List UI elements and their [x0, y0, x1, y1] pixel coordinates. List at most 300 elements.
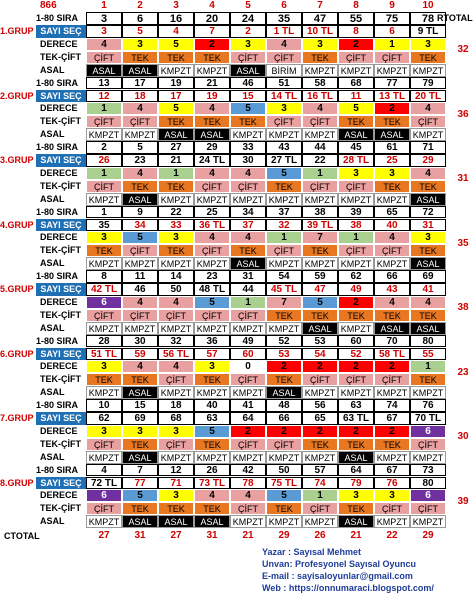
- sayi-cell[interactable]: 36 TL: [194, 219, 230, 232]
- sayi-cell[interactable]: 79: [338, 477, 374, 490]
- derece-cell: 5: [122, 489, 158, 502]
- tekcift-cell: TEK: [410, 309, 446, 322]
- sira-cell: 60: [338, 335, 374, 348]
- sayi-cell[interactable]: 34: [122, 219, 158, 232]
- asal-cell: KMPZT: [266, 515, 302, 528]
- derece-cell: 2: [338, 38, 374, 51]
- sayi-cell[interactable]: 43: [374, 283, 410, 296]
- derece-cell: 7: [266, 296, 302, 309]
- derece-cell: 2: [374, 360, 410, 373]
- sayi-cell[interactable]: 69: [122, 412, 158, 425]
- sayi-cell[interactable]: 78: [230, 477, 266, 490]
- derece-cell: 5: [158, 38, 194, 51]
- sira-cell: 41: [230, 399, 266, 412]
- sayi-cell[interactable]: 65: [302, 412, 338, 425]
- derece-label: DERECE: [40, 232, 78, 243]
- sayi-cell[interactable]: 58 TL: [374, 348, 410, 361]
- sayi-cell[interactable]: 54: [302, 348, 338, 361]
- sira-cell: 46: [230, 77, 266, 90]
- sayi-cell[interactable]: 40: [374, 219, 410, 232]
- tekcift-cell: TEK: [194, 51, 230, 64]
- sayi-cell[interactable]: 44: [230, 283, 266, 296]
- sayi-cell[interactable]: 33: [158, 219, 194, 232]
- derece-cell: 4: [230, 489, 266, 502]
- sayi-cell[interactable]: 60: [230, 348, 266, 361]
- tekcift-cell: ÇİFT: [266, 115, 302, 128]
- derece-cell: 4: [230, 231, 266, 244]
- derece-cell: 5: [230, 102, 266, 115]
- tekcift-cell: ÇİFT: [302, 180, 338, 193]
- sira-cell: 8: [86, 270, 122, 283]
- corner-value: 866: [40, 0, 57, 11]
- derece-cell: 3: [410, 38, 446, 51]
- sira-row-label: 1-80 SIRA: [36, 271, 79, 282]
- rtotal-value: 38: [457, 302, 469, 314]
- sira-cell: 12: [158, 464, 194, 477]
- sayi-cell[interactable]: 32: [266, 219, 302, 232]
- sayi-sec-button[interactable]: SAYI SEÇ: [36, 90, 86, 103]
- tekcift-label: TEK-ÇİFT: [40, 51, 81, 62]
- tekcift-cell: TEK: [158, 502, 194, 515]
- tekcift-cell: ÇİFT: [374, 373, 410, 386]
- sayi-cell[interactable]: 63: [194, 412, 230, 425]
- sayi-cell[interactable]: 38: [338, 219, 374, 232]
- derece-label: DERECE: [40, 361, 78, 372]
- sira-cell: 13: [86, 77, 122, 90]
- sayi-sec-button[interactable]: SAYI SEÇ: [36, 219, 86, 232]
- tekcift-cell: ÇİFT: [86, 438, 122, 451]
- sira-cell: 62: [338, 270, 374, 283]
- derece-cell: 4: [158, 296, 194, 309]
- derece-cell: 1: [302, 489, 338, 502]
- asal-cell: KMPZT: [158, 193, 194, 206]
- ctotal-cell: 29: [278, 530, 290, 542]
- sayi-cell[interactable]: 57: [194, 348, 230, 361]
- tekcift-cell: ÇİFT: [194, 244, 230, 257]
- asal-cell: ASAL: [374, 128, 410, 141]
- base-cell[interactable]: 6: [122, 12, 158, 25]
- asal-cell: KMPZT: [86, 128, 122, 141]
- sayi-cell[interactable]: 72 TL: [86, 477, 122, 490]
- sayi-cell[interactable]: 75 TL: [266, 477, 302, 490]
- sayi-cell[interactable]: 4: [158, 25, 194, 38]
- sira-cell: 22: [158, 206, 194, 219]
- base-cell[interactable]: 55: [338, 12, 374, 25]
- derece-cell: 2: [338, 425, 374, 438]
- sayi-cell[interactable]: 46: [122, 283, 158, 296]
- sira-cell: 2: [86, 141, 122, 154]
- ctotal-cell: 31: [134, 530, 146, 542]
- sayi-cell[interactable]: 66: [266, 412, 302, 425]
- sira-cell: 21: [194, 77, 230, 90]
- tekcift-cell: TEK: [266, 180, 302, 193]
- sayi-cell[interactable]: 59: [122, 348, 158, 361]
- sira-cell: 39: [338, 206, 374, 219]
- asal-label: ASAL: [40, 258, 65, 269]
- derece-cell: 6: [86, 489, 122, 502]
- tekcift-cell: TEK: [122, 438, 158, 451]
- derece-cell: 4: [122, 167, 158, 180]
- sayi-cell[interactable]: 53: [266, 348, 302, 361]
- sayi-cell[interactable]: 14 TL: [266, 90, 302, 103]
- tekcift-label: TEK-ÇİFT: [40, 309, 81, 320]
- tekcift-cell: ÇİFT: [338, 244, 374, 257]
- sira-cell: 54: [266, 270, 302, 283]
- derece-cell: 1: [374, 38, 410, 51]
- tekcift-cell: ÇİFT: [86, 115, 122, 128]
- sayi-cell[interactable]: 39 TL: [302, 219, 338, 232]
- sira-cell: 42: [230, 464, 266, 477]
- tekcift-cell: ÇİFT: [158, 438, 194, 451]
- sira-cell: 67: [374, 464, 410, 477]
- tekcift-cell: TEK: [302, 51, 338, 64]
- sayi-cell[interactable]: 63 TL: [338, 412, 374, 425]
- sayi-cell[interactable]: 41: [410, 283, 446, 296]
- author-website[interactable]: Web : https://onnumaraci.blogspot.com/: [262, 583, 434, 593]
- column-number: 10: [422, 0, 434, 11]
- asal-cell: KMPZT: [266, 451, 302, 464]
- group-label: 1.GRUP: [0, 26, 34, 36]
- author-email[interactable]: E-mail : sayisaloyunlar@gmail.com: [262, 571, 413, 581]
- tekcift-cell: ÇİFT: [266, 51, 302, 64]
- derece-cell: 4: [122, 296, 158, 309]
- sira-cell: 48: [266, 399, 302, 412]
- sayi-cell[interactable]: 26: [86, 154, 122, 167]
- sayi-cell[interactable]: 49: [338, 283, 374, 296]
- sayi-cell[interactable]: 73 TL: [194, 477, 230, 490]
- base-cell[interactable]: 35: [266, 12, 302, 25]
- asal-cell: ASAL: [410, 193, 446, 206]
- sira-cell: 61: [374, 141, 410, 154]
- tekcift-label: TEK-ÇİFT: [40, 503, 81, 514]
- sayi-sec-button[interactable]: SAYI SEÇ: [36, 154, 86, 167]
- asal-cell: KMPZT: [302, 515, 338, 528]
- sayi-cell[interactable]: 42 TL: [86, 283, 122, 296]
- column-number: 8: [353, 0, 359, 11]
- tekcift-cell: ÇİFT: [86, 309, 122, 322]
- derece-label: DERECE: [40, 38, 78, 49]
- sayi-cell[interactable]: 16 TL: [302, 90, 338, 103]
- derece-label: DERECE: [40, 167, 78, 178]
- base-cell[interactable]: 16: [158, 12, 194, 25]
- asal-cell: KMPZT: [302, 386, 338, 399]
- sira-cell: 57: [302, 464, 338, 477]
- sayi-cell[interactable]: 74: [302, 477, 338, 490]
- sira-cell: 26: [194, 464, 230, 477]
- base-cell[interactable]: 3: [86, 12, 122, 25]
- sira-cell: 27: [158, 141, 194, 154]
- sayi-cell[interactable]: 7: [194, 25, 230, 38]
- sayi-sec-button[interactable]: SAYI SEÇ: [36, 283, 86, 296]
- sayi-cell[interactable]: 15: [230, 90, 266, 103]
- sira-cell: 45: [338, 141, 374, 154]
- sayi-cell[interactable]: 80: [410, 477, 446, 490]
- derece-cell: 4: [122, 102, 158, 115]
- group-label: 6.GRUP: [0, 348, 34, 359]
- sira-cell: 77: [374, 77, 410, 90]
- sayi-cell[interactable]: 28 TL: [338, 154, 374, 167]
- tekcift-cell: ÇİFT: [338, 51, 374, 64]
- column-number: 6: [281, 0, 287, 11]
- base-cell[interactable]: 75: [374, 12, 410, 25]
- asal-cell: KMPZT: [338, 193, 374, 206]
- asal-cell: ASAL: [230, 64, 266, 77]
- asal-cell: ASAL: [338, 451, 374, 464]
- derece-cell: 3: [266, 102, 302, 115]
- sayi-cell[interactable]: 62: [86, 412, 122, 425]
- sayi-cell[interactable]: 9 TL: [410, 25, 446, 38]
- sayi-cell[interactable]: 2: [230, 25, 266, 38]
- derece-cell: 7: [302, 231, 338, 244]
- asal-cell: ASAL: [338, 515, 374, 528]
- asal-cell: KMPZT: [86, 322, 122, 335]
- asal-cell: KMPZT: [230, 451, 266, 464]
- tekcift-label: TEK-ÇİFT: [40, 374, 81, 385]
- sira-cell: 72: [410, 206, 446, 219]
- sayi-cell[interactable]: 70 TL: [410, 412, 446, 425]
- sayi-cell[interactable]: 30: [230, 154, 266, 167]
- sayi-cell[interactable]: 31: [410, 219, 446, 232]
- tekcift-label: TEK-ÇİFT: [40, 116, 81, 127]
- sayi-cell[interactable]: 25: [374, 154, 410, 167]
- tekcift-cell: TEK: [266, 309, 302, 322]
- derece-cell: 5: [194, 296, 230, 309]
- asal-label: ASAL: [40, 193, 65, 204]
- sayi-cell[interactable]: 3: [86, 25, 122, 38]
- sira-cell: 28: [86, 335, 122, 348]
- group-label: 4.GRUP: [0, 219, 34, 230]
- tekcift-cell: TEK: [266, 502, 302, 515]
- sayi-cell[interactable]: 51 TL: [86, 348, 122, 361]
- sayi-cell[interactable]: 45 TL: [266, 283, 302, 296]
- sira-row-label: 1-80 SIRA: [36, 464, 79, 475]
- asal-cell: KMPZT: [338, 322, 374, 335]
- tekcift-cell: ÇİFT: [194, 180, 230, 193]
- derece-cell: 4: [122, 360, 158, 373]
- author-name: Yazar : Sayısal Mehmet: [262, 547, 362, 557]
- sayi-cell[interactable]: 50: [158, 283, 194, 296]
- ctotal-cell: 27: [170, 530, 182, 542]
- asal-cell: KMPZT: [230, 322, 266, 335]
- sayi-cell[interactable]: 35: [86, 219, 122, 232]
- sira-cell: 5: [122, 141, 158, 154]
- sayi-cell[interactable]: 55: [410, 348, 446, 361]
- asal-cell: KMPZT: [86, 515, 122, 528]
- derece-cell: 1: [230, 296, 266, 309]
- asal-cell: KMPZT: [302, 257, 338, 270]
- sira-cell: 9: [122, 206, 158, 219]
- sayi-cell[interactable]: 6: [374, 25, 410, 38]
- sira-cell: 50: [266, 464, 302, 477]
- sira-cell: 29: [194, 141, 230, 154]
- derece-cell: 1: [410, 360, 446, 373]
- sira-cell: 73: [410, 464, 446, 477]
- sira-cell: 14: [158, 270, 194, 283]
- asal-cell: KMPZT: [374, 193, 410, 206]
- sira-cell: 30: [122, 335, 158, 348]
- derece-cell: 3: [86, 425, 122, 438]
- sayi-cell[interactable]: 10 TL: [302, 25, 338, 38]
- derece-cell: 3: [158, 425, 194, 438]
- derece-cell: 6: [410, 425, 446, 438]
- sayi-sec-button[interactable]: SAYI SEÇ: [36, 348, 86, 361]
- asal-cell: KMPZT: [86, 386, 122, 399]
- sayi-cell[interactable]: 76: [374, 477, 410, 490]
- tekcift-cell: TEK: [194, 438, 230, 451]
- tekcift-cell: TEK: [266, 373, 302, 386]
- sayi-cell[interactable]: 18: [122, 90, 158, 103]
- sira-cell: 71: [410, 141, 446, 154]
- sira-cell: 19: [158, 77, 194, 90]
- derece-cell: 3: [374, 489, 410, 502]
- asal-cell: KMPZT: [374, 64, 410, 77]
- sayi-cell[interactable]: 5: [122, 25, 158, 38]
- sayi-cell[interactable]: 20 TL: [410, 90, 446, 103]
- rtotal-value: 31: [457, 173, 469, 185]
- asal-label: ASAL: [40, 451, 65, 462]
- rtotal-value: 30: [457, 431, 469, 443]
- derece-cell: 2: [338, 360, 374, 373]
- tekcift-cell: TEK: [374, 180, 410, 193]
- rtotal-value: 32: [457, 44, 469, 56]
- derece-label: DERECE: [40, 425, 78, 436]
- tekcift-cell: ÇİFT: [122, 309, 158, 322]
- rtotal-value: 35: [457, 237, 469, 249]
- asal-cell: ASAL: [230, 257, 266, 270]
- sira-cell: 64: [338, 464, 374, 477]
- sayi-cell[interactable]: 52: [338, 348, 374, 361]
- derece-cell: 5: [302, 296, 338, 309]
- asal-cell: KMPZT: [194, 257, 230, 270]
- tekcift-cell: TEK: [122, 180, 158, 193]
- derece-cell: 4: [158, 360, 194, 373]
- derece-cell: 4: [230, 167, 266, 180]
- derece-cell: 2: [338, 296, 374, 309]
- base-cell[interactable]: 24: [230, 12, 266, 25]
- base-cell[interactable]: 20: [194, 12, 230, 25]
- asal-cell: KMPZT: [338, 64, 374, 77]
- asal-cell: KMPZT: [302, 451, 338, 464]
- tekcift-cell: ÇİFT: [86, 180, 122, 193]
- derece-cell: 3: [338, 167, 374, 180]
- derece-cell: 4: [410, 167, 446, 180]
- tekcift-cell: TEK: [194, 115, 230, 128]
- sayi-cell[interactable]: 17: [158, 90, 194, 103]
- derece-cell: 5: [158, 102, 194, 115]
- derece-cell: 1: [302, 167, 338, 180]
- sira-cell: 25: [194, 206, 230, 219]
- sira-row-label: 1-80 SIRA: [36, 335, 79, 346]
- sayi-cell[interactable]: 27 TL: [266, 154, 302, 167]
- sayi-sec-button[interactable]: SAYI SEÇ: [36, 412, 86, 425]
- sayi-cell[interactable]: 8: [338, 25, 374, 38]
- sira-row-label: 1-80 SIRA: [36, 142, 79, 153]
- asal-cell: KMPZT: [194, 193, 230, 206]
- sayi-cell[interactable]: 1 TL: [266, 25, 302, 38]
- asal-cell: KMPZT: [338, 257, 374, 270]
- tekcift-cell: TEK: [158, 115, 194, 128]
- sayi-cell[interactable]: 11: [338, 90, 374, 103]
- rtotal-label: RTOTAL: [437, 13, 473, 23]
- sayi-cell[interactable]: 29: [410, 154, 446, 167]
- asal-cell: KMPZT: [122, 128, 158, 141]
- derece-cell: 6: [86, 296, 122, 309]
- tekcift-cell: ÇİFT: [158, 309, 194, 322]
- sayi-cell[interactable]: 68: [158, 412, 194, 425]
- derece-cell: 4: [302, 102, 338, 115]
- derece-cell: 3: [158, 489, 194, 502]
- tekcift-cell: TEK: [374, 438, 410, 451]
- sayi-cell[interactable]: 48 TL: [194, 283, 230, 296]
- asal-cell: BİRİM: [266, 64, 302, 77]
- asal-cell: ASAL: [122, 386, 158, 399]
- sayi-cell[interactable]: 19: [194, 90, 230, 103]
- sayi-sec-button[interactable]: SAYI SEÇ: [36, 25, 86, 38]
- sayi-cell[interactable]: 47: [302, 283, 338, 296]
- derece-cell: 4: [374, 231, 410, 244]
- tekcift-cell: TEK: [338, 502, 374, 515]
- base-cell[interactable]: 78: [410, 12, 446, 25]
- asal-cell: KMPZT: [374, 451, 410, 464]
- sayi-cell[interactable]: 37: [230, 219, 266, 232]
- tekcift-cell: TEK: [158, 180, 194, 193]
- sira-cell: 56: [302, 399, 338, 412]
- derece-cell: 5: [266, 489, 302, 502]
- sira-cell: 1: [86, 206, 122, 219]
- derece-cell: 4: [410, 102, 446, 115]
- sira-cell: 70: [374, 335, 410, 348]
- sayi-cell[interactable]: 21: [158, 154, 194, 167]
- tekcift-cell: TEK: [302, 244, 338, 257]
- sayi-cell[interactable]: 77: [122, 477, 158, 490]
- sayi-cell[interactable]: 24 TL: [194, 154, 230, 167]
- asal-cell: KMPZT: [410, 128, 446, 141]
- tekcift-cell: TEK: [302, 309, 338, 322]
- derece-cell: 1: [338, 231, 374, 244]
- base-cell[interactable]: 47: [302, 12, 338, 25]
- derece-cell: 3: [194, 360, 230, 373]
- sayi-cell[interactable]: 56 TL: [158, 348, 194, 361]
- derece-cell: 4: [194, 489, 230, 502]
- asal-cell: KMPZT: [410, 515, 446, 528]
- sayi-cell[interactable]: 67: [374, 412, 410, 425]
- sayi-cell[interactable]: 22: [302, 154, 338, 167]
- tekcift-cell: TEK: [86, 373, 122, 386]
- sira-cell: 74: [374, 399, 410, 412]
- ctotal-cell: 27: [98, 530, 110, 542]
- asal-cell: KMPZT: [158, 451, 194, 464]
- derece-label: DERECE: [40, 296, 78, 307]
- asal-cell: ASAL: [122, 515, 158, 528]
- tekcift-cell: TEK: [194, 373, 230, 386]
- derece-cell: 5: [266, 167, 302, 180]
- sayi-cell[interactable]: 12: [86, 90, 122, 103]
- ctotal-cell: 21: [242, 530, 254, 542]
- sayi-cell[interactable]: 64: [230, 412, 266, 425]
- sayi-cell[interactable]: 13 TL: [374, 90, 410, 103]
- asal-cell: KMPZT: [230, 386, 266, 399]
- sayi-cell[interactable]: 71: [158, 477, 194, 490]
- column-number: 7: [317, 0, 323, 11]
- sayi-cell[interactable]: 23: [122, 154, 158, 167]
- sira-label: 1-80 SIRA: [36, 13, 79, 23]
- asal-cell: KMPZT: [230, 515, 266, 528]
- sira-cell: 63: [338, 399, 374, 412]
- tekcift-cell: ÇİFT: [230, 180, 266, 193]
- derece-cell: 3: [410, 231, 446, 244]
- ctotal-cell: 21: [350, 530, 362, 542]
- sayi-sec-button[interactable]: SAYI SEÇ: [36, 477, 86, 490]
